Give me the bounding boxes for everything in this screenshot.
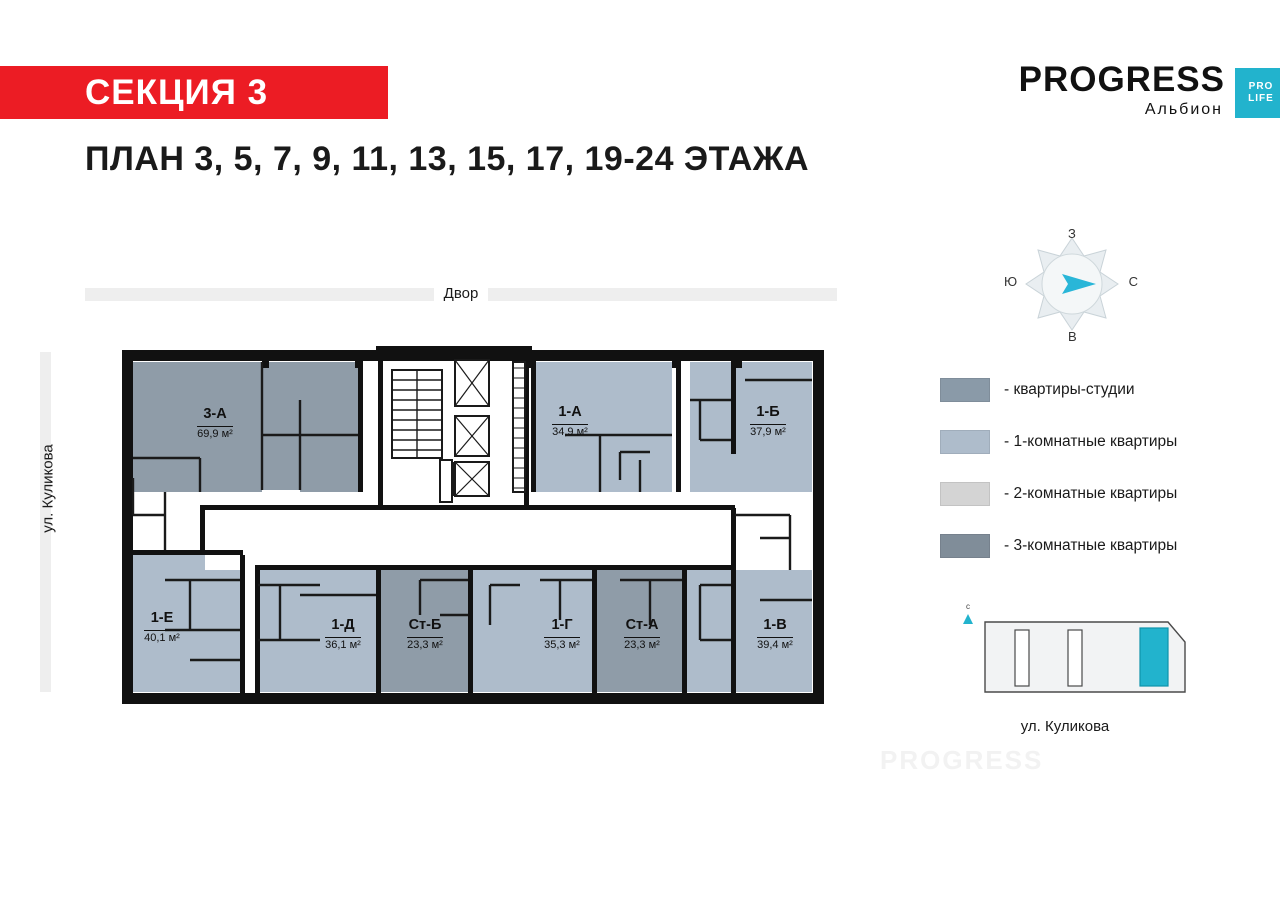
legend-item-studio	[940, 378, 1177, 402]
logo-secondary-text: Альбион	[1144, 101, 1223, 118]
apartment-label-1b: 1-Б 37,9 м²	[750, 404, 786, 439]
legend-swatch-3room	[940, 534, 990, 558]
apartment-label-1e: 1-Е 40,1 м²	[144, 610, 180, 645]
building-minimap	[940, 600, 1190, 710]
section-badge	[0, 66, 388, 119]
apartment-label-1a: 1-А 34,9 м²	[552, 404, 588, 439]
inner-void	[205, 508, 730, 570]
apartment-label-1v: 1-В 39,4 м²	[757, 617, 793, 652]
legend-label-1room: - 1-комнатные квартиры	[1004, 433, 1178, 450]
street-label: ул. Куликова	[39, 444, 57, 533]
apartment-label-3a: 3-А 69,9 м²	[197, 406, 233, 441]
apartment-label-stb: Ст-Б 23,3 м²	[407, 617, 443, 652]
legend	[940, 378, 1177, 586]
legend-label-3room: - 3-комнатные квартиры	[1004, 537, 1178, 554]
legend-item-1room	[940, 430, 1177, 454]
apartment-label-1g: 1-Г 35,3 м²	[544, 617, 580, 652]
compass-rose	[1004, 226, 1138, 344]
building-minimap-icon	[940, 600, 1190, 715]
legend-swatch-2room	[940, 482, 990, 506]
page-title: ПЛАН 3, 5, 7, 9, 11, 13, 15, 17, 19-24 ЭТАЖА	[85, 140, 810, 178]
compass-icon	[1018, 230, 1126, 338]
compass-label-west: Ю	[1004, 274, 1018, 289]
legend-swatch-studio	[940, 378, 990, 402]
apartment-label-1d: 1-Д 36,1 м²	[325, 617, 361, 652]
brand-logo	[1018, 60, 1274, 119]
legend-item-3room	[940, 534, 1177, 558]
legend-label-2room: - 2-комнатные квартиры	[1004, 485, 1178, 502]
legend-item-2room	[940, 482, 1177, 506]
logo-prolife-tag	[1235, 68, 1280, 118]
logo-primary-text: PROGRESS	[1018, 60, 1225, 99]
yard-label: Двор	[85, 285, 837, 302]
logo-tag-line2: LIFE	[1248, 93, 1274, 104]
compass-label-north: З	[1068, 226, 1076, 241]
void-left	[133, 492, 205, 555]
legend-swatch-1room	[940, 430, 990, 454]
apartment-label-sta: Ст-А 23,3 м²	[624, 617, 660, 652]
watermark: PROGRESS	[880, 745, 1044, 775]
compass-label-east: С	[1128, 274, 1138, 289]
minimap-caption: ул. Куликова	[1020, 718, 1110, 735]
section-badge-label: СЕКЦИЯ 3	[85, 72, 269, 112]
svg-text:с: с	[966, 602, 970, 611]
logo-tag-line1: PRO	[1248, 80, 1274, 92]
legend-label-studio: - квартиры-студии	[1004, 381, 1135, 398]
compass-label-south: В	[1068, 329, 1077, 344]
